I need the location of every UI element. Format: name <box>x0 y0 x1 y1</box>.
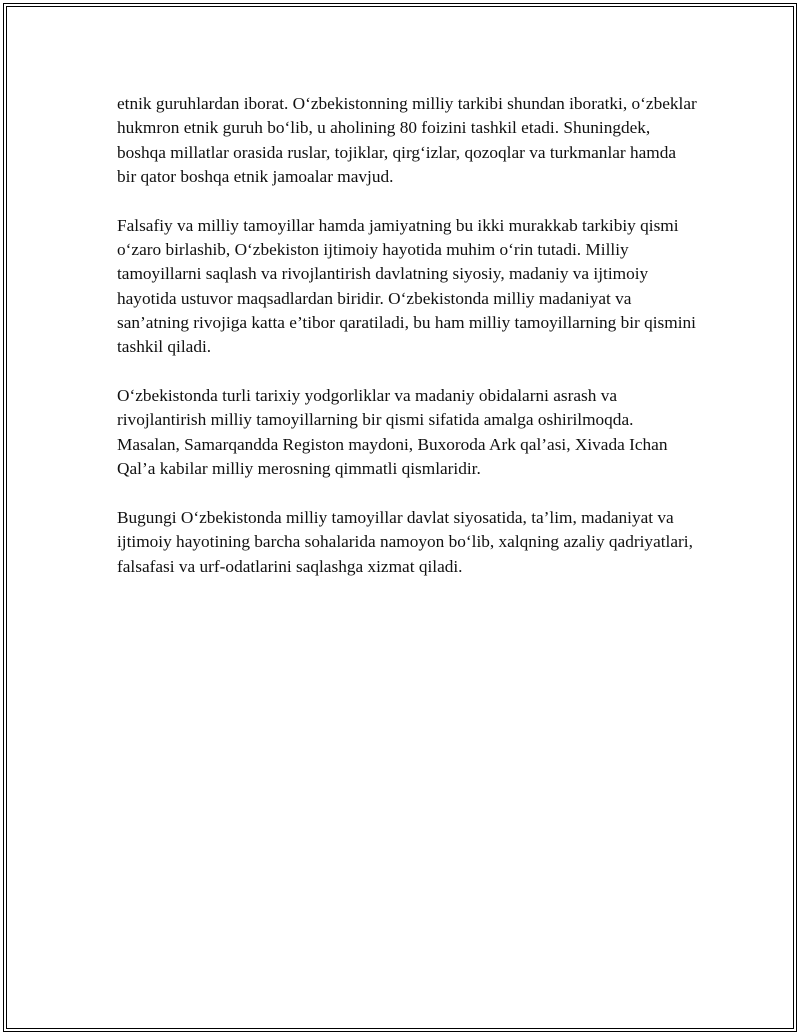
paragraph-3: O‘zbekistonda turli tarixiy yodgorliklar va madaniy obidalarni asrash va rivojlantirish milliy tamoyillarning bir qismi sifatida amalga oshirilmoqda. Masalan, Samarqandda Registon maydoni, Buxoroda Ark qal’asi, Xivada Ichan Qal’a kabilar milliy merosning qimmatli qismlaridir. <box>117 386 668 479</box>
paragraph-1: etnik guruhlardan iborat. O‘zbekistonning milliy tarkibi shundan iboratki, o‘zbeklar hukmron etnik guruh bo‘lib, u aholining 80 foizini tashkil etadi. Shuningdek, boshqa millatlar orasida ruslar, tojiklar, qirg‘izlar, qozoqlar va turkmanlar hamda bir qator boshqa etnik jamoalar mavjud. <box>117 94 697 186</box>
document-body <box>117 92 697 603</box>
paragraph-4: Bugungi O‘zbekistonda milliy tamoyillar davlat siyosatida, ta’lim, madaniyat va ijtimoiy hayotining barcha sohalarida namoyon bo‘lib, xalqning azaliy qadriyatlari, falsafasi va urf-odatlarini saqlashga xizmat qiladi. <box>117 507 693 576</box>
paragraph-2: Falsafiy va milliy tamoyillar hamda jamiyatning bu ikki murakkab tarkibiy qismi o‘zaro birlashib, O‘zbekiston ijtimoiy hayotida muhim o‘rin tutadi. Milliy tamoyillarni saqlash va rivojlantirish davlatning siyosiy, madaniy va ijtimoiy hayotida ustuvor maqsadlardan biridir. O‘zbekistonda milliy madaniyat va san’atning rivojiga katta e’tibor qaratiladi, bu ham milliy tamoyillarning bir qismini tashkil qiladi. <box>117 215 696 357</box>
